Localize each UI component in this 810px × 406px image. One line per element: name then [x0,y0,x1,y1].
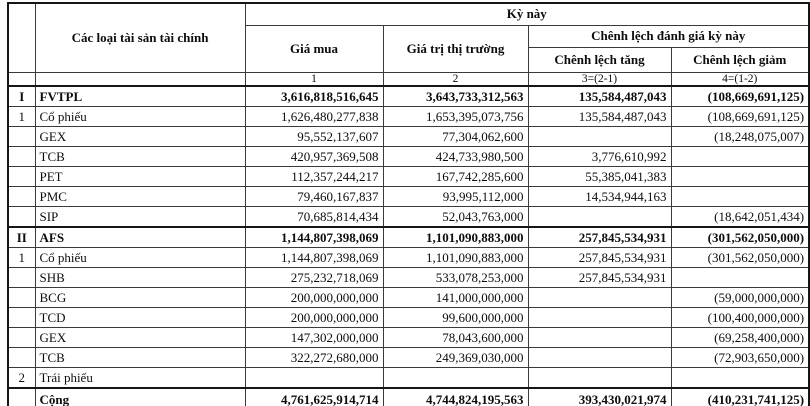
table-row [8,248,809,268]
row-index [8,288,35,308]
column-number-3: 3=(2-1) [528,72,671,86]
market-value-value [383,368,528,389]
valuation-diff-group-header: Chênh lệch đánh giá kỳ này [528,25,809,47]
diff-decrease-value: (72,903,650,000) [671,348,809,368]
table-row [8,107,809,127]
diff-decrease-value: (108,669,691,125) [671,107,809,127]
buy-price-value: 200,000,000,000 [245,288,383,308]
diff-decrease-value: (100,400,000,000) [671,308,809,328]
diff-increase-value: 135,584,487,043 [528,107,671,127]
market-value-value: 167,742,285,600 [383,167,528,187]
row-index: II [8,227,35,248]
market-value-value: 1,101,090,883,000 [383,227,528,248]
row-index [8,268,35,288]
table-header [8,3,809,86]
financial-assets-table [7,2,810,406]
row-index [8,187,35,207]
diff-decrease-value: (108,669,691,125) [671,86,809,107]
column-number-4: 4=(1-2) [671,72,809,86]
table-body [8,86,809,406]
diff-increase-value: 393,430,021,974 [528,388,671,406]
diff-increase-value: 55,385,041,383 [528,167,671,187]
diff-decrease-value [671,167,809,187]
table-row [8,227,809,248]
diff-decrease-value: (301,562,050,000) [671,227,809,248]
table-row [8,147,809,167]
period-header: Kỳ này [245,3,809,25]
buy-price-value: 70,685,814,434 [245,207,383,228]
diff-increase-value: 3,776,610,992 [528,147,671,167]
table-row [8,167,809,187]
asset-name: TCD [35,308,245,328]
table-row [8,348,809,368]
diff-decrease-header: Chênh lệch giảm [671,47,809,72]
row-index [8,328,35,348]
asset-name: Cổ phiếu [35,107,245,127]
asset-name: Cổ phiếu [35,248,245,268]
buy-price-value: 275,232,718,069 [245,268,383,288]
buy-price-value: 112,357,244,217 [245,167,383,187]
row-index [8,147,35,167]
table-row [8,328,809,348]
asset-name: PET [35,167,245,187]
row-index [8,207,35,228]
row-index [8,348,35,368]
buy-price-value: 200,000,000,000 [245,308,383,328]
market-value-value: 3,643,733,312,563 [383,86,528,107]
row-index [8,127,35,147]
buy-price-value: 147,302,000,000 [245,328,383,348]
diff-decrease-value [671,147,809,167]
asset-name: TCB [35,348,245,368]
buy-price-value: 322,272,680,000 [245,348,383,368]
buy-price-value: 1,144,807,398,069 [245,227,383,248]
column-number-row [8,72,809,86]
diff-increase-value [528,368,671,389]
asset-name: GEX [35,328,245,348]
column-number-1: 1 [245,72,383,86]
diff-increase-value [528,207,671,228]
table-row [8,368,809,389]
diff-increase-value [528,348,671,368]
buy-price-value: 3,616,818,516,645 [245,86,383,107]
market-value-value: 424,733,980,500 [383,147,528,167]
market-value-value: 533,078,253,000 [383,268,528,288]
diff-increase-value: 257,845,534,931 [528,268,671,288]
column-number-empty [35,72,245,86]
market-value-value: 1,653,395,073,756 [383,107,528,127]
row-index: I [8,86,35,107]
table-row [8,86,809,107]
column-number-empty [8,72,35,86]
market-value-value: 77,304,062,600 [383,127,528,147]
market-value-value: 52,043,763,000 [383,207,528,228]
diff-increase-value [528,328,671,348]
buy-price-value: 1,626,480,277,838 [245,107,383,127]
table-row [8,388,809,406]
diff-increase-header: Chênh lệch tăng [528,47,671,72]
diff-increase-value [528,308,671,328]
buy-price-value: 1,144,807,398,069 [245,248,383,268]
asset-name: BCG [35,288,245,308]
table-row [8,127,809,147]
diff-decrease-value [671,368,809,389]
asset-name: SIP [35,207,245,228]
diff-increase-value: 14,534,944,163 [528,187,671,207]
diff-decrease-value [671,187,809,207]
diff-increase-value [528,127,671,147]
asset-name: AFS [35,227,245,248]
table-row [8,268,809,288]
diff-decrease-value [671,268,809,288]
market-value-value: 99,600,000,000 [383,308,528,328]
diff-decrease-value: (69,258,400,000) [671,328,809,348]
asset-name: Cộng [35,388,245,406]
buy-price-value: 95,552,137,607 [245,127,383,147]
diff-increase-value [528,288,671,308]
asset-name: PMC [35,187,245,207]
row-index: 1 [8,248,35,268]
row-index: 2 [8,368,35,389]
diff-decrease-value: (18,642,051,434) [671,207,809,228]
buy-price-value: 4,761,625,914,714 [245,388,383,406]
market-value-header: Giá trị thị trường [383,25,528,72]
market-value-value: 78,043,600,000 [383,328,528,348]
diff-increase-value: 257,845,534,931 [528,227,671,248]
diff-decrease-value: (301,562,050,000) [671,248,809,268]
market-value-value: 1,101,090,883,000 [383,248,528,268]
buy-price-value: 79,460,167,837 [245,187,383,207]
row-index [8,308,35,328]
table-row [8,207,809,228]
table-row [8,187,809,207]
table-row [8,308,809,328]
market-value-value: 249,369,030,000 [383,348,528,368]
buy-price-value [245,368,383,389]
market-value-value: 141,000,000,000 [383,288,528,308]
market-value-value: 4,744,824,195,563 [383,388,528,406]
asset-name: GEX [35,127,245,147]
diff-decrease-value: (410,231,741,125) [671,388,809,406]
assets-column-header: Các loại tài sản tài chính [35,3,245,72]
asset-name: TCB [35,147,245,167]
row-index [8,388,35,406]
buy-price-header: Giá mua [245,25,383,72]
column-number-2: 2 [383,72,528,86]
diff-decrease-value: (59,000,000,000) [671,288,809,308]
market-value-value: 93,995,112,000 [383,187,528,207]
row-index: 1 [8,107,35,127]
asset-name: Trái phiếu [35,368,245,389]
diff-increase-value: 135,584,487,043 [528,86,671,107]
buy-price-value: 420,957,369,508 [245,147,383,167]
row-index [8,167,35,187]
diff-decrease-value: (18,248,075,007) [671,127,809,147]
asset-name: FVTPL [35,86,245,107]
asset-name: SHB [35,268,245,288]
diff-increase-value: 257,845,534,931 [528,248,671,268]
index-column-header [8,3,35,72]
table-row [8,288,809,308]
